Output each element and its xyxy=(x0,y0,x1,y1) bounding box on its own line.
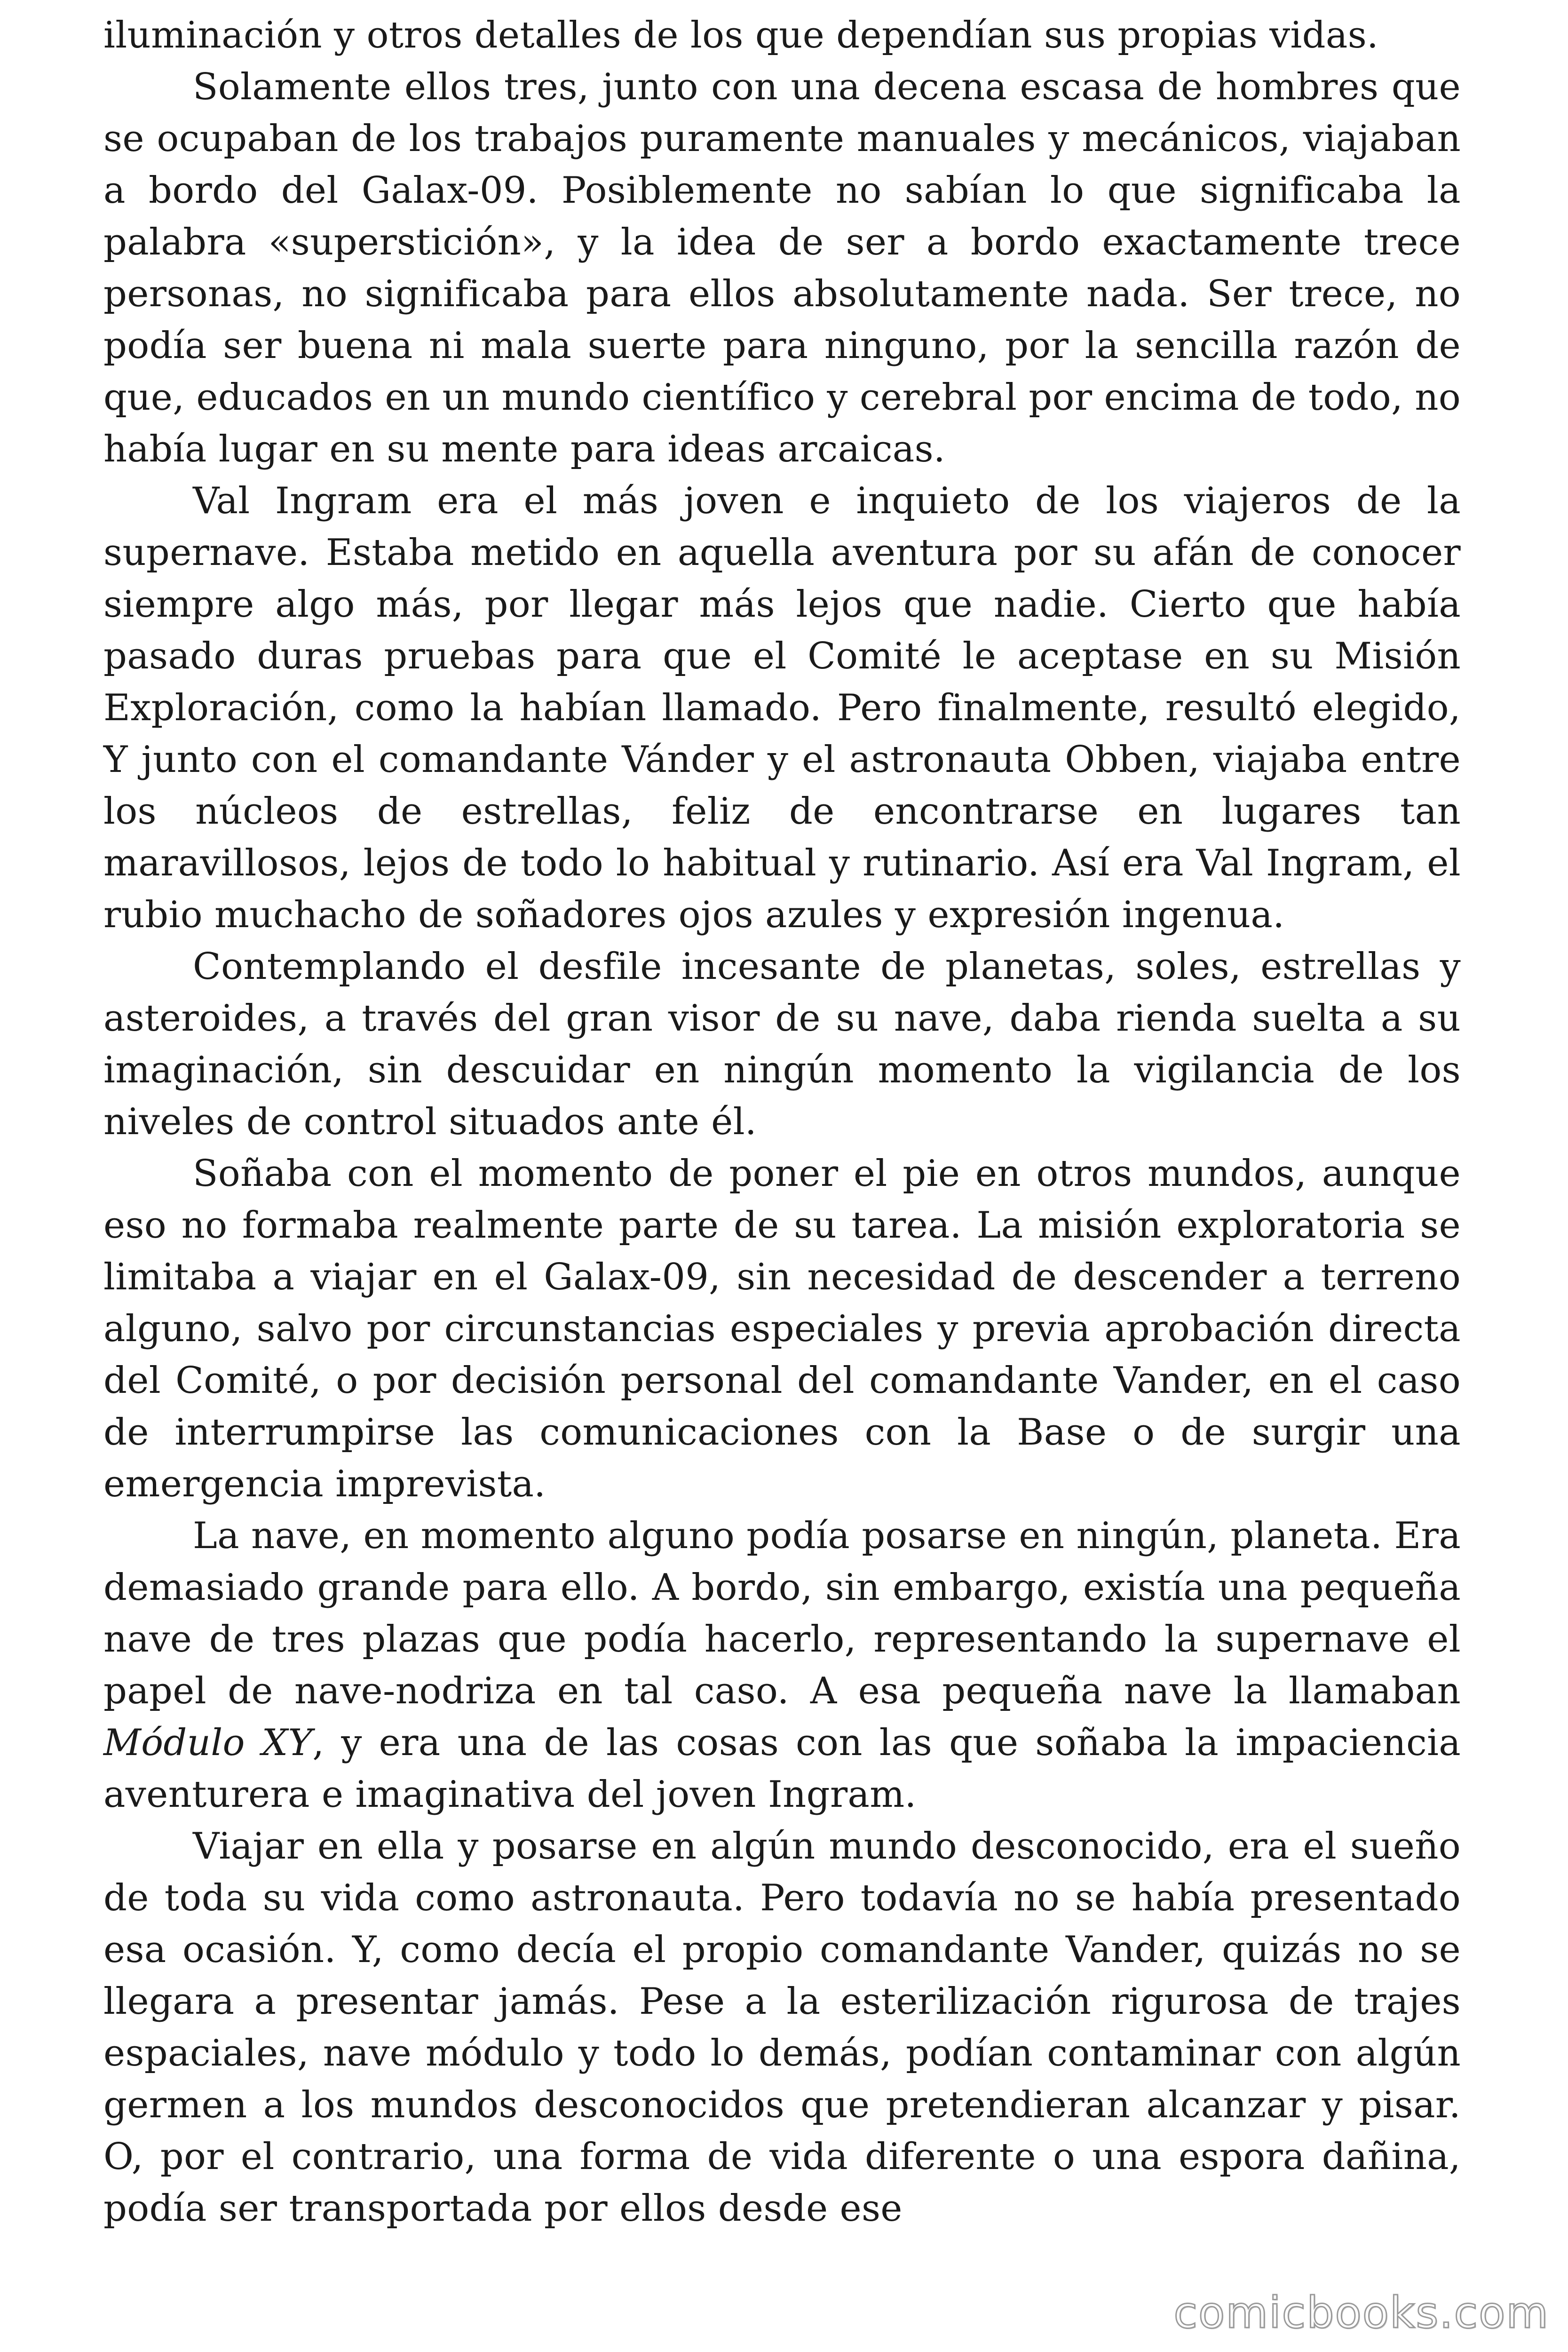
italic-module-name: Módulo XY xyxy=(103,1722,313,1764)
paragraph-4: Contemplando el desfile incesante de planetas, soles, estrellas y asteroides, a través del gran visor de su nave, daba rienda suelta a su imaginación, sin descuidar en ningún momento la vigilancia de los niveles de control situados ante él. xyxy=(103,946,1461,1143)
paragraph-3: Val Ingram era el más joven e inquieto de los viajeros de la supernave. Estaba metido en aquella aventura por su afán de conocer siempre algo más, por llegar más lejos que nadie. Cierto que había pasado duras pruebas para que el Comité le aceptase en su Misión Exploración, como la habían llamado. Pero finalmente, resultó elegido, Y junto con el comandante Vánder y el astronauta Obben, viajaba entre los núcleos de estrellas, feliz de encontrarse en lugares tan maravillosos, lejos de todo lo habitual y rutinario. Así era Val Ingram, el rubio muchacho de soñadores ojos azules y expresión ingenua. xyxy=(103,480,1461,936)
paragraph-1: iluminación y otros detalles de los que dependían sus propias vidas. xyxy=(103,14,1379,56)
paragraph-2: Solamente ellos tres, junto con una decena escasa de hombres que se ocupaban de los trabajos puramente manuales y mecánicos, viajaban a bordo del Galax-09. Posiblemente no sabían lo que significaba la palabra «superstición», y la idea de ser a bordo exactamente trece personas, no significaba para ellos absolutamente nada. Ser trece, no podía ser buena ni mala suerte para ninguno, por la sencilla razón de que, educados en un mundo científico y cerebral por encima de todo, no había lugar en su mente para ideas arcaicas. xyxy=(103,66,1461,470)
paragraph-6 xyxy=(103,1510,1461,1820)
paragraph-5: Soñaba con el momento de poner el pie en otros mundos, aunque eso no formaba realmente parte de su tarea. La misión exploratoria se limitaba a viajar en el Galax-09, sin necesidad de descender a terreno alguno, salvo por circunstancias especiales y previa aprobación directa del Comité, o por decisión personal del comandante Vander, en el caso de interrumpirse las comunicaciones con la Base o de surgir una emergencia imprevista. xyxy=(103,1152,1461,1505)
paragraph-6-text-b: , y era una de las cosas con las que soñaba la impaciencia aventurera e imaginativa del joven Ingram. xyxy=(103,1722,1461,1816)
text-column xyxy=(103,9,1461,2234)
watermark-logo: comicbooks.com xyxy=(1173,2288,1549,2338)
paragraph-7: Viajar en ella y posarse en algún mundo desconocido, era el sueño de toda su vida como astronauta. Pero todavía no se había presentado esa ocasión. Y, como decía el propio comandante Vander, quizás no se llegara a presentar jamás. Pese a la esterilización rigurosa de trajes espaciales, nave módulo y todo lo demás, podían contaminar con algún germen a los mundos desconocidos que pretendieran alcanzar y pisar. O, por el contrario, una forma de vida diferente o una espora dañina, podía ser transportada por ellos desde ese xyxy=(103,1825,1461,2230)
paragraph-6-text-a: La nave, en momento alguno podía posarse en ningún, planeta. Era demasiado grande para ello. A bordo, sin embargo, existía una pequeña nave de tres plazas que podía hacerlo, representando la supernave el papel de nave-nodriza en tal caso. A esa pequeña nave la llamaban xyxy=(103,1515,1461,1712)
